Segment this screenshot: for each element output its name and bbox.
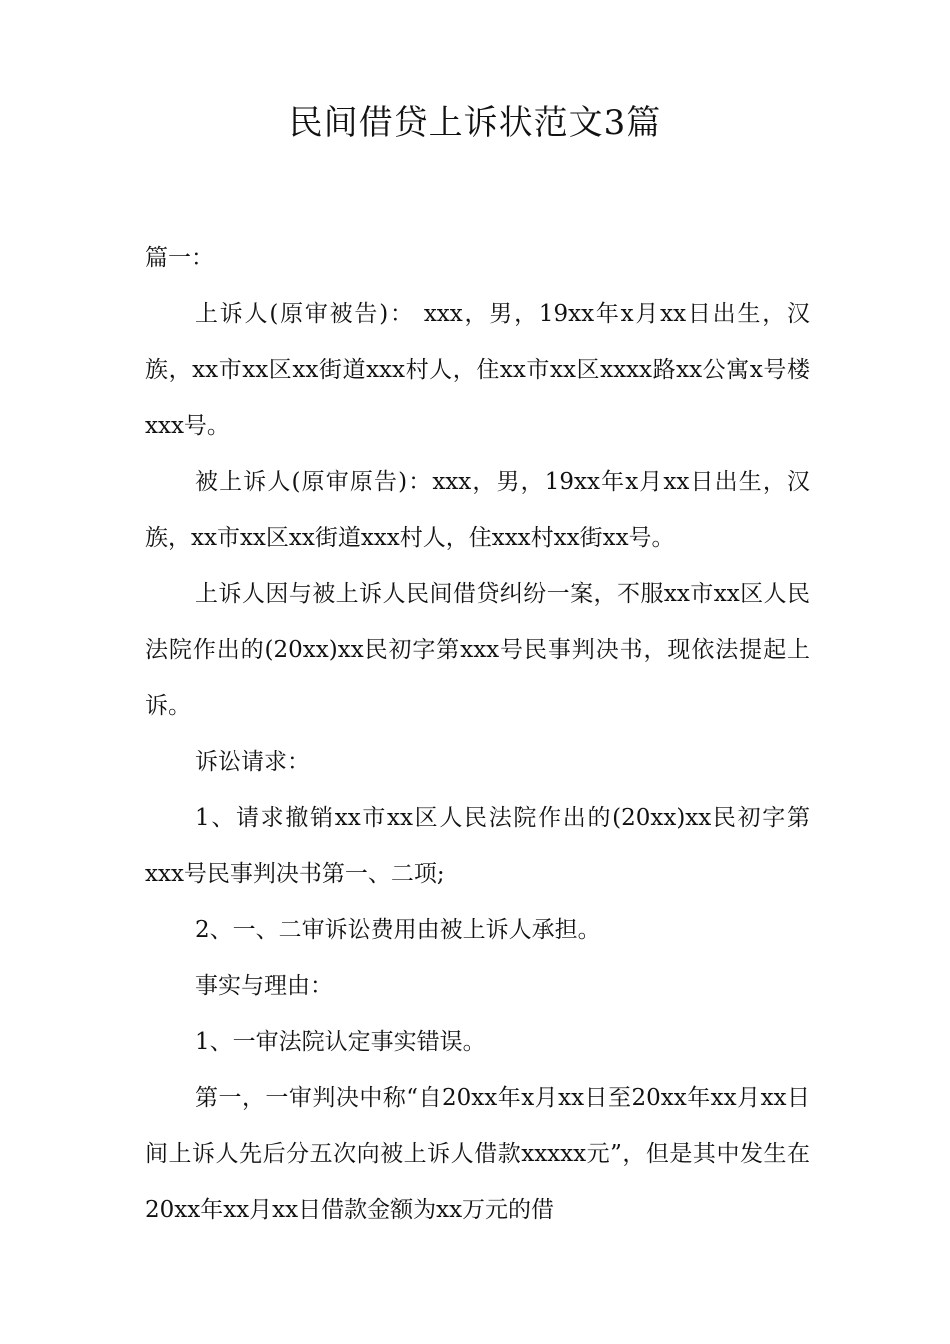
document-title: 民间借贷上诉状范文3篇 <box>288 103 662 143</box>
fact-item-1: 1、一审法院认定事实错误。 <box>195 1029 486 1055</box>
claim-item-1: 1、请求撤销xx市xx区人民法院作出的(20xx)xx民初字第xxx号民事判决书第一、二项; <box>145 805 810 887</box>
facts-heading: 事实与理由： <box>195 973 333 999</box>
appellant-paragraph: 上诉人(原审被告)： xxx，男，19xx年x月xx日出生，汉族，xx市xx区xx街道xxx村人，住xx市xx区xxxx路xx公寓x号楼xxx号。 <box>145 301 810 439</box>
appellee-paragraph: 被上诉人(原审原告)：xxx，男，19xx年x月xx日出生，汉族，xx市xx区xx街道xxx村人，住xxx村xx街xx号。 <box>145 469 810 551</box>
fact-detail-paragraph: 第一，一审判决中称“自20xx年x月xx日至20xx年xx月xx日间上诉人先后分五次向被上诉人借款xxxxx元”，但是其中发生在20xx年xx月xx日借款金额为xx万元的借 <box>145 1085 810 1223</box>
claim-item-2: 2、一、二审诉讼费用由被上诉人承担。 <box>195 917 601 943</box>
section-heading: 篇一： <box>145 245 214 271</box>
claims-heading: 诉讼请求： <box>195 749 310 775</box>
document-body <box>145 230 810 1238</box>
appeal-reason-paragraph: 上诉人因与被上诉人民间借贷纠纷一案，不服xx市xx区人民法院作出的(20xx)xx民初字第xxx号民事判决书，现依法提起上诉。 <box>145 581 810 719</box>
